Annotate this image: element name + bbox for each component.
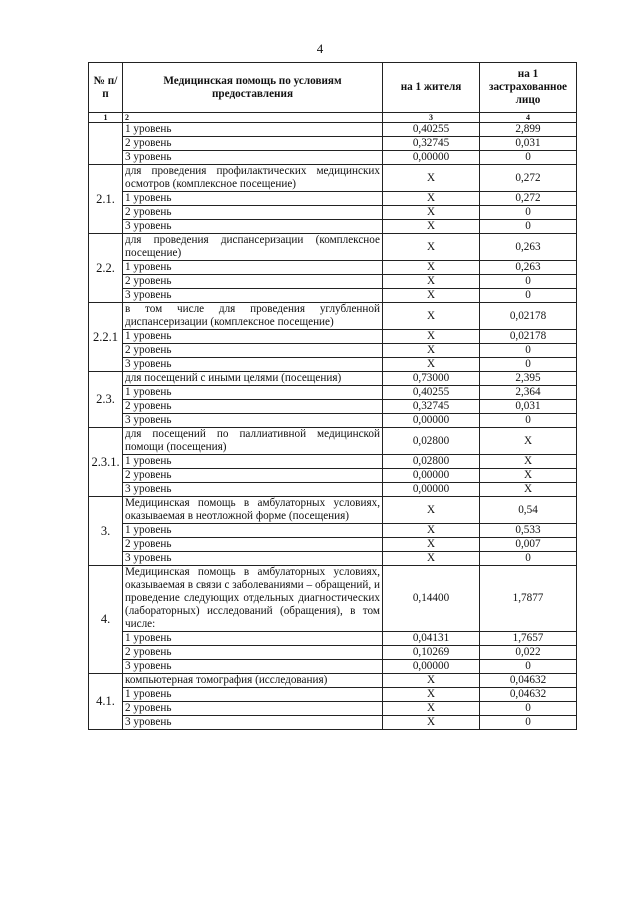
table-row xyxy=(89,660,577,674)
per-insured-value: 0 xyxy=(480,151,577,165)
per-resident-value: 0,00000 xyxy=(383,414,480,428)
per-resident-value: 0,40255 xyxy=(383,123,480,137)
per-insured-value: 0,02178 xyxy=(480,330,577,344)
table-row xyxy=(89,372,577,386)
norms-table xyxy=(88,62,577,730)
per-resident-value: X xyxy=(383,330,480,344)
table-row xyxy=(89,632,577,646)
table-body xyxy=(89,113,577,730)
row-number-cell xyxy=(89,123,123,165)
table-row xyxy=(89,469,577,483)
per-insured-value: 0,031 xyxy=(480,400,577,414)
per-insured-value: 0,02178 xyxy=(480,303,577,330)
table-row xyxy=(89,344,577,358)
per-insured-value: 0,007 xyxy=(480,538,577,552)
level-label: 2 уровень xyxy=(123,702,383,716)
row-number: 4.1. xyxy=(89,674,123,730)
per-insured-value: 0 xyxy=(480,220,577,234)
per-insured-value: 0 xyxy=(480,552,577,566)
level-label: 1 уровень xyxy=(123,192,383,206)
level-label: 2 уровень xyxy=(123,646,383,660)
per-insured-value: 0,272 xyxy=(480,165,577,192)
level-label: 1 уровень xyxy=(123,455,383,469)
level-label: 3 уровень xyxy=(123,414,383,428)
table-row xyxy=(89,137,577,151)
table-row xyxy=(89,552,577,566)
per-insured-value: X xyxy=(480,483,577,497)
index-cell: 2 xyxy=(123,113,383,123)
table-row xyxy=(89,674,577,688)
per-insured-value: 0 xyxy=(480,206,577,220)
level-label: 3 уровень xyxy=(123,358,383,372)
table-row xyxy=(89,123,577,137)
table-row xyxy=(89,275,577,289)
index-cell: 4 xyxy=(480,113,577,123)
table-row xyxy=(89,455,577,469)
per-resident-value: X xyxy=(383,716,480,730)
per-insured-value: X xyxy=(480,428,577,455)
table-row xyxy=(89,330,577,344)
table-row xyxy=(89,289,577,303)
per-resident-value: 0,32745 xyxy=(383,400,480,414)
row-description: для проведения диспансеризации (комплексное посещение) xyxy=(123,234,383,261)
per-insured-value: 0,263 xyxy=(480,234,577,261)
per-insured-value: 0 xyxy=(480,358,577,372)
row-description: для проведения профилактических медицинских осмотров (комплексное посещение) xyxy=(123,165,383,192)
per-insured-value: 0 xyxy=(480,414,577,428)
level-label: 2 уровень xyxy=(123,137,383,151)
table-row xyxy=(89,483,577,497)
per-resident-value: X xyxy=(383,702,480,716)
per-resident-value: 0,00000 xyxy=(383,469,480,483)
per-resident-value: X xyxy=(383,524,480,538)
per-resident-value: 0,00000 xyxy=(383,151,480,165)
row-description: Медицинская помощь в амбулаторных условиях, оказываемая в неотложной форме (посещения) xyxy=(123,497,383,524)
per-insured-value: 2,395 xyxy=(480,372,577,386)
level-label: 1 уровень xyxy=(123,386,383,400)
per-insured-value: 0,04632 xyxy=(480,674,577,688)
level-label: 2 уровень xyxy=(123,538,383,552)
per-resident-value: X xyxy=(383,344,480,358)
per-insured-value: 0,533 xyxy=(480,524,577,538)
per-resident-value: X xyxy=(383,192,480,206)
per-resident-value: X xyxy=(383,261,480,275)
per-resident-value: X xyxy=(383,688,480,702)
per-insured-value: 0 xyxy=(480,660,577,674)
level-label: 2 уровень xyxy=(123,400,383,414)
table-row xyxy=(89,702,577,716)
per-insured-value: 0,272 xyxy=(480,192,577,206)
per-insured-value: 0 xyxy=(480,275,577,289)
per-insured-value: X xyxy=(480,455,577,469)
header-description: Медицинская помощь по условиям предоставления xyxy=(123,63,383,113)
table-row xyxy=(89,428,577,455)
table-row xyxy=(89,192,577,206)
table-row xyxy=(89,646,577,660)
table-row xyxy=(89,261,577,275)
per-resident-value: 0,40255 xyxy=(383,386,480,400)
row-number: 4. xyxy=(89,566,123,674)
per-insured-value: 0 xyxy=(480,702,577,716)
per-resident-value: 0,14400 xyxy=(383,566,480,632)
level-label: 3 уровень xyxy=(123,289,383,303)
level-label: 1 уровень xyxy=(123,688,383,702)
row-number: 3. xyxy=(89,497,123,566)
per-resident-value: 0,00000 xyxy=(383,660,480,674)
per-resident-value: X xyxy=(383,358,480,372)
per-insured-value: 1,7657 xyxy=(480,632,577,646)
table-row xyxy=(89,206,577,220)
table-row xyxy=(89,497,577,524)
level-label: 3 уровень xyxy=(123,660,383,674)
per-resident-value: X xyxy=(383,165,480,192)
per-insured-value: 0 xyxy=(480,716,577,730)
page-number: 4 xyxy=(316,41,324,56)
per-resident-value: X xyxy=(383,497,480,524)
row-description: компьютерная томография (исследования) xyxy=(123,674,383,688)
per-resident-value: X xyxy=(383,220,480,234)
table-row xyxy=(89,566,577,632)
level-label: 2 уровень xyxy=(123,275,383,289)
table-row xyxy=(89,303,577,330)
level-label: 2 уровень xyxy=(123,344,383,358)
per-insured-value: 0,54 xyxy=(480,497,577,524)
level-label: 1 уровень xyxy=(123,123,383,137)
per-resident-value: 0,02800 xyxy=(383,455,480,469)
level-label: 1 уровень xyxy=(123,330,383,344)
row-number: 2.3. xyxy=(89,372,123,428)
level-label: 1 уровень xyxy=(123,524,383,538)
per-resident-value: 0,00000 xyxy=(383,483,480,497)
row-number: 2.2. xyxy=(89,234,123,303)
index-row xyxy=(89,113,577,123)
per-insured-value: 0,04632 xyxy=(480,688,577,702)
row-number: 2.3.1. xyxy=(89,428,123,497)
per-resident-value: 0,32745 xyxy=(383,137,480,151)
per-resident-value: 0,10269 xyxy=(383,646,480,660)
table-row xyxy=(89,358,577,372)
level-label: 3 уровень xyxy=(123,151,383,165)
per-resident-value: X xyxy=(383,538,480,552)
level-label: 3 уровень xyxy=(123,220,383,234)
row-description: в том числе для проведения углубленной диспансеризации (комплексное посещение) xyxy=(123,303,383,330)
table-row xyxy=(89,151,577,165)
table-row xyxy=(89,538,577,552)
per-insured-value: 0 xyxy=(480,289,577,303)
table-row xyxy=(89,220,577,234)
table-row xyxy=(89,688,577,702)
level-label: 1 уровень xyxy=(123,261,383,275)
header-per-insured: на 1 застрахованное лицо xyxy=(480,63,577,113)
row-description: для посещений с иными целями (посещения) xyxy=(123,372,383,386)
per-insured-value: 2,364 xyxy=(480,386,577,400)
per-insured-value: X xyxy=(480,469,577,483)
table-row xyxy=(89,400,577,414)
per-resident-value: X xyxy=(383,674,480,688)
per-insured-value: 0,022 xyxy=(480,646,577,660)
per-resident-value: 0,04131 xyxy=(383,632,480,646)
index-cell: 3 xyxy=(383,113,480,123)
level-label: 2 уровень xyxy=(123,469,383,483)
per-resident-value: X xyxy=(383,552,480,566)
per-resident-value: 0,73000 xyxy=(383,372,480,386)
index-cell: 1 xyxy=(89,113,123,123)
per-insured-value: 0 xyxy=(480,344,577,358)
table-row xyxy=(89,165,577,192)
per-resident-value: X xyxy=(383,303,480,330)
table-row xyxy=(89,524,577,538)
table-row xyxy=(89,234,577,261)
row-description: для посещений по паллиативной медицинской помощи (посещения) xyxy=(123,428,383,455)
level-label: 3 уровень xyxy=(123,483,383,497)
per-insured-value: 2,899 xyxy=(480,123,577,137)
level-label: 1 уровень xyxy=(123,632,383,646)
level-label: 2 уровень xyxy=(123,206,383,220)
per-resident-value: X xyxy=(383,206,480,220)
per-resident-value: X xyxy=(383,234,480,261)
per-insured-value: 1,7877 xyxy=(480,566,577,632)
header-row xyxy=(89,63,577,113)
row-number: 2.1. xyxy=(89,165,123,234)
table-row xyxy=(89,716,577,730)
table-row xyxy=(89,414,577,428)
per-insured-value: 0,263 xyxy=(480,261,577,275)
level-label: 3 уровень xyxy=(123,552,383,566)
header-per-resident: на 1 жителя xyxy=(383,63,480,113)
level-label: 3 уровень xyxy=(123,716,383,730)
per-resident-value: X xyxy=(383,275,480,289)
table-row xyxy=(89,386,577,400)
per-resident-value: 0,02800 xyxy=(383,428,480,455)
header-number: № п/п xyxy=(89,63,123,113)
row-number: 2.2.1 xyxy=(89,303,123,372)
per-insured-value: 0,031 xyxy=(480,137,577,151)
row-description: Медицинская помощь в амбулаторных условиях, оказываемая в связи с заболеваниями – обращений, и проведение следующих отдельных диагностических (лабораторных) исследований (обращения), в том числе: xyxy=(123,566,383,632)
per-resident-value: X xyxy=(383,289,480,303)
